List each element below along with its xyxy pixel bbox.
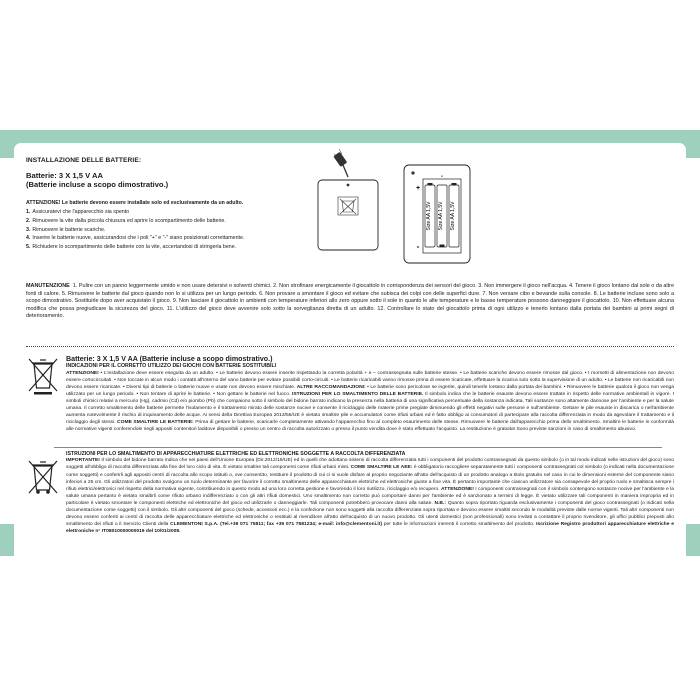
closed-cover-drawing	[318, 180, 378, 250]
svg-text:Size AA 1,5V: Size AA 1,5V	[450, 201, 456, 231]
battery-spec-line1: Batterie: 3 X 1,5 V AA	[26, 171, 103, 180]
maintenance-label: MANUTENZIONE	[26, 283, 70, 289]
crossed-bin-icon	[26, 457, 60, 497]
svg-text:+: +	[415, 185, 421, 192]
svg-text:Size AA 1,5V: Size AA 1,5V	[438, 201, 444, 231]
installation-steps	[26, 208, 316, 252]
installation-title: INSTALLAZIONE DELLE BATTERIE:	[26, 157, 142, 164]
battery-warning-title: Batterie: 3 X 1,5 V AA (Batterie incluse a scopo dimostrativo.)	[66, 355, 273, 363]
battery-spec	[26, 171, 168, 189]
svg-text:-: -	[416, 242, 420, 251]
instruction-panel	[14, 143, 686, 567]
svg-text:-: -	[441, 174, 443, 180]
adult-warning: ATTENZIONE! Le batterie devono essere installate solo ed esclusivamente da un adulto.	[26, 200, 244, 206]
battery-spec-line2: (Batterie incluse a scopo dimostrativo.)	[26, 180, 169, 189]
step-item: 1. Assicuratevi che l'apparecchio sia spento	[26, 209, 130, 215]
step-item: 5. Richiudere lo scompartimento delle batterie con la vite, accertandosi di stringerla bene.	[26, 244, 237, 251]
battery-warning-subtitle: INDICAZIONI PER IL CORRETTO UTILIZZO DEI GIOCHI CON BATTERIE SOSTITUIBILI	[66, 363, 277, 370]
maintenance-body: 1. Pulire con un panno leggermente umido e non usare detersivi o solventi chimici. 2. Non strofinare energicamente il giocattolo in corrispondenza dei sensori del gioco. 3. Non immergere il gioco nell'acqua. 4. Tenere il gioco lontano dal sole o da altre fonti di calore. 5. Rimuovere le batterie dal gioco quando non lo si utilizza per un lungo periodo. 6. Non provare a smontare il gioco ed evitare che subisca dei colpi con delle superfici dure. 7. Non versare cibo e bevande sulla console. 8. Le batterie incluse sono solo a scopo dimostrativo. Sostituirle dopo aver acquistato il gioco. 9. Non lasciare il giocattolo in ambienti con temperature inferiori allo zero oppure sotto il sole in quanto le alte temperature e le basse temperature possono danneggiare il giocattolo. 10. Non effettuare alcuna modifica che possa pregiudicare la sicurezza del gioco. 11. L'utilizzo del gioco deve avvenire solo sotto la sorveglianza diretta di un adulto. 12. Controllare lo stato del giocattolo prima di ogni utilizzo e tenerlo lontano dalla portata dei bambini ai primi segni di deterioramento.	[26, 283, 674, 320]
open-compartment-drawing	[404, 165, 470, 263]
screwdriver-icon	[333, 149, 348, 177]
step-item: 3. Rimuovere le batterie scariche.	[26, 226, 106, 233]
maintenance-text	[26, 283, 674, 321]
section-separator	[54, 447, 662, 448]
step-item: 4. Inserire le batterie nuove, assicurandosi che i poli "+" e "-" siano posizionati correttamente.	[26, 235, 245, 242]
battery-compartment-illustration	[308, 145, 478, 273]
section-divider	[26, 346, 674, 347]
battery-warning-body: ATTENZIONE! • L'installazione deve essere eseguita da un adulto. • Le batterie devono essere inserite rispettando la corretta polarità + e – contrassegnata sulle batterie stesse. • Le batterie scariche devono essere rimosse dal gioco. • I morsetti di alimentazione non devono essere cortocircuitati. • Non toccate in alcun modo i contatti all'interno del vano batterie per evitare possibili corto-circuiti. • Le batterie ricaricabili vanno rimosse prima di essere ricaricate, effettuare la ricarica solo sotto la supervisione di un adulto. • Le batterie non ricaricabili non devono essere ricaricate. • Diversi tipi di batterie o batterie nuove e usate non devono essere mischiate. ALTRE RACCOMANDAZIONI: • Le batterie sono pericolose se ingerite, quindi tenerle lontano dalla portata dei bambini. • Rimuovere le batterie qualora il gioco non venga utilizzato per un lungo periodo. • Non tentare di aprire le batterie. • Non gettare le batterie nel fuoco. ISTRUZIONI PER LO SMALTIMENTO DELLE BATTERIE. Il simbolo indica che le batterie esauste devono essere trattate in rispetto delle normative ambientali in vigore. I simboli chimici relativi a mercurio (Hg), cadmio (Cd) e/o piombo (Pb) che compaiono sotto il simbolo del bidone barrato indicano la presenza nella batteria di una significativa percentuale della sostanza indicata. Tali sostanze sono altamente dannose per l'ambiente e per la salute umana. Il corretto smaltimento delle batterie permette l'isolamento e il trattamento mirato delle sostanze nocive e consente il riciclaggio delle materie prime pregiate diminuendo gli effetti negativi sulle persone e sull'ambiente. Gettare le pile esauste in discarica o nell'ambiente aumenta notevolmente il rischio di inquinamento delle acque. Ai sensi della Direttiva Europea 2013/56/UE è vietato smaltire pile e accumulatori come rifiuti urbani ed è fatto obbligo ai consumatori di partecipare alla raccolta differenziata in modo da agevolare il trattamento e il riciclaggio degli stessi. COME SMALTIRE LE BATTERIE: Prima di gettare le batterie, scaricarle completamente attivando l'apparecchio fino al completo esaurimento delle stesse. Rimuovere le batterie dall'apparecchio prima dello smaltimento. Smaltire le batterie in conformità alle normative vigenti conferendole negli appositi contenitori laddove disponibili o presso un centro di raccolta autorizzato o presso il punto vendita dove è stato effettuato l'acquisto. La restituzione è gratuita! Sono previste sanzioni in caso di smaltimento abusivo.	[66, 370, 675, 433]
battery-cell	[437, 185, 447, 247]
weee-title: ISTRUZIONI PER LO SMALTIMENTO DI APPARECCHIATURE ELETTRICHE ED ELETTRONICHE SOGGETTE A RACCOLTA DIFFERENZIATA	[66, 451, 406, 457]
battery-cell	[449, 183, 459, 247]
svg-text:Size AA 1,5V: Size AA 1,5V	[426, 201, 432, 231]
weee-body: IMPORTANTE! Il simbolo del bidone barrato indica che nei paesi dell'Unione Europea (Dir.2012/19/UE) ed in quelli che adottano sistemi di raccolta differenziata tutti i componenti del prodotto contrassegnati da questo simbolo (o in tal modo indicati nelle istruzioni del gioco) sono soggetti all'obbligo di raccolta differenziata alla fine del loro ciclo di vita. È vietato smaltire tali componenti come rifiuti urbani misti. COME SMALTIRE LE AEE: è obbligatorio raccogliere separatamente tutti i componenti contrassegnati col simbolo (o indicati nella documentazione come soggetti) e conferirli agli appositi centri di raccolta allo scopo istituiti o, ove consentito, restituire il prodotto di cui ci si vuole disfare al proprio negoziante all'atto dell'acquisto di un prodotto analogo a titolo gratuito nel caso in cui le dimensioni esterne del componente siano inferiori a 25 cm. Gli utilizzatori del prodotto svolgono un ruolo determinante per favorire il corretto smaltimento delle apparecchiature elettriche ed elettroniche giunte a fine vita. È pertanto importante che ciascun utilizzatore sia consapevole del proprio ruolo e smaltisca sempre i rifiuti elettrici/elettronici nel rispetto della normativa vigente, contribuendo in questo modo ad una loro corretta gestione e favorendo il loro riutilizzo, riciclaggio e/o recupero. ATTENZIONE! I componenti contrassegnati con il simbolo contengono sostanze nocive per l'ambiente e la salute umana pertanto è vietato smaltirli come rifiuto urbano indifferenziato o con gli altri rifiuti domestici. Uno smaltimento non corretto può comportare danni per l'ambiente ed è sanzionato a termini di legge. È vietato utilizzare tali componenti in maniera impropria ed in particolare è vietato smontare le componenti elettriche ed elettroniche del gioco ed utilizzarle o danneggiarle. Tali componenti potrebbero provocare danni alla salute. N.B.: Quanto sopra riportato riguarda esclusivamente i componenti del gioco contrassegnati (o indicati nella documentazione come soggetti) con il simbolo. Gli altri componenti del gioco (schede, accessori ecc.) e la confezione non sono soggetti alla raccolta differenziata sopra riportata e devono essere smaltiti secondo le modalità previste dalle norme vigenti. Tali altri componenti non devono essere conferiti ai centri di raccolta delle apparecchiature elettriche ed elettroniche o restituiti al rivenditore all'atto dell'acquisto di un nuovo prodotto. Gli utenti domestici (non professionali) sono invitati a contattare il proprio rivenditore, gli uffici pubblici preposti allo smaltimento dei rifiuti o il Servizio Clienti della CLEMENTONI S.p.A. (Tel.+39 071 75811; fax +39 071 7581234; e-mail: info@clementoni.it) per tutte le informazioni inerenti il corretto smaltimento del prodotto. Iscrizione Registro produttori apparecchiature elettriche e elettroniche n° IT08010000000019 del 10/01/2008.	[66, 458, 675, 534]
step-item: 2. Rimuovere la vite dalla piccola chiusura ed aprire lo scompartimento delle batterie.	[26, 217, 226, 224]
crossed-bin-icon	[26, 355, 60, 395]
battery-cell	[425, 183, 435, 247]
